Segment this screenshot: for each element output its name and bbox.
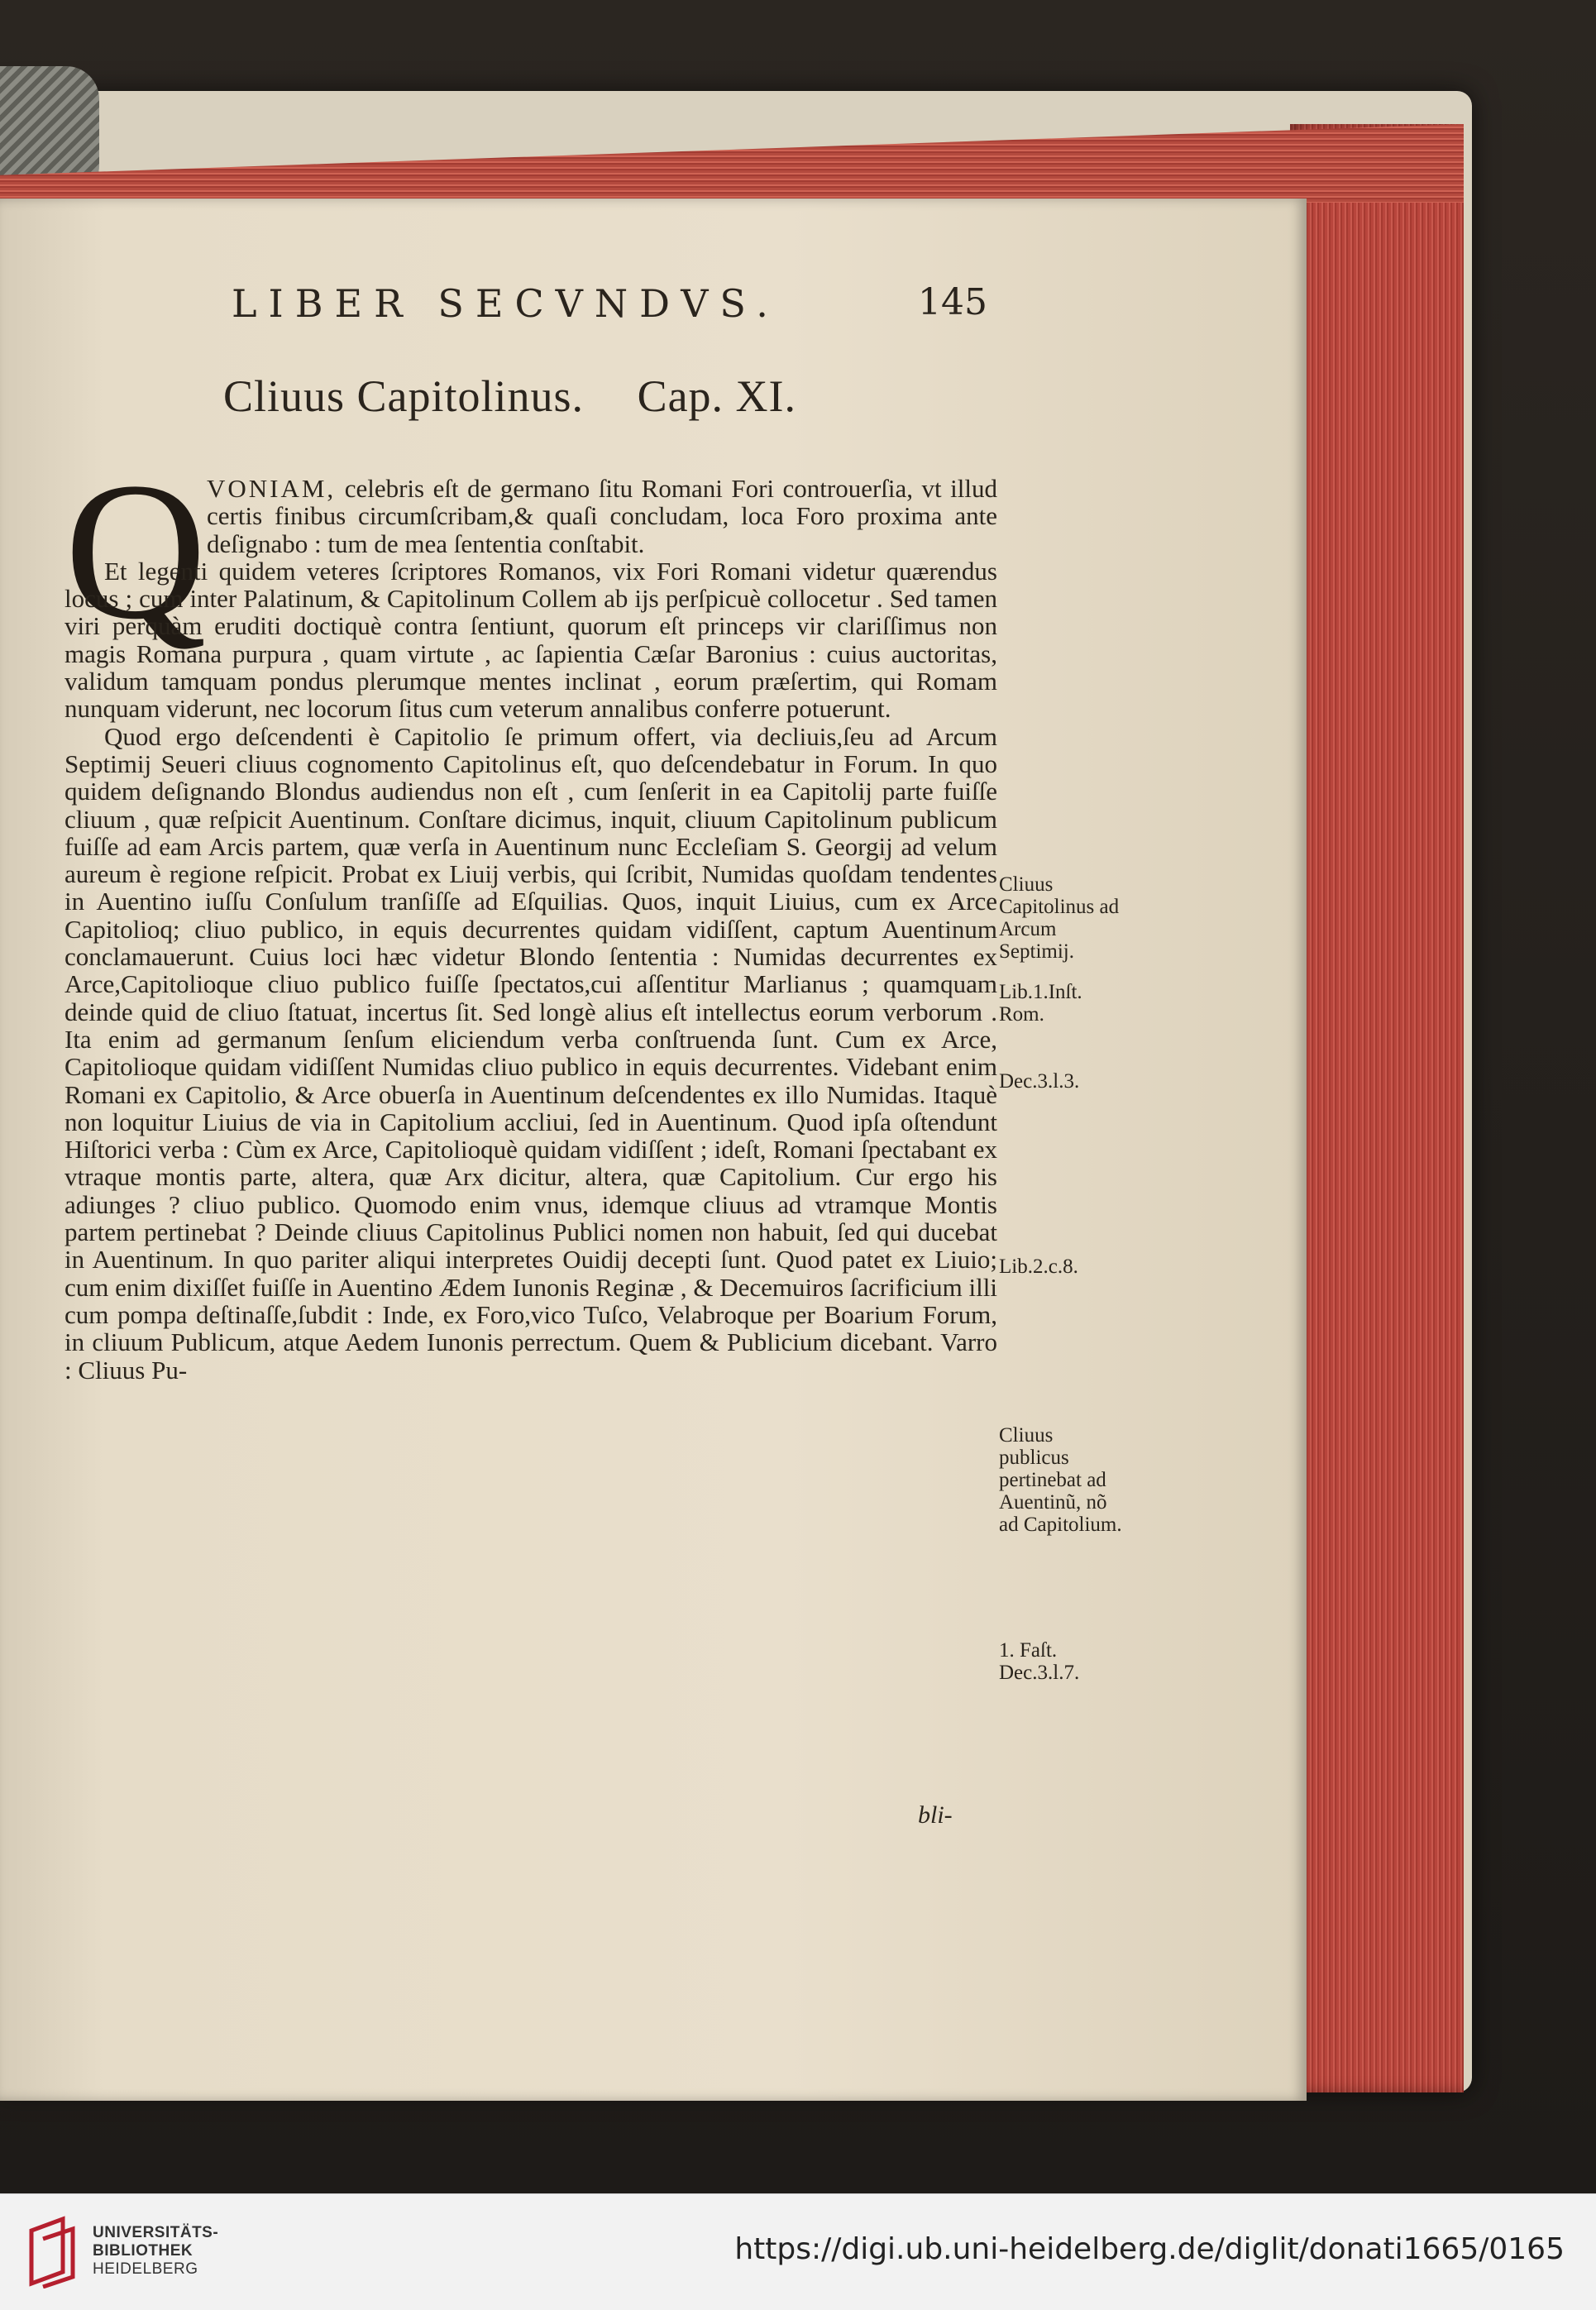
paragraph-2: Et legenti quidem veteres ſcriptores Romanos, vix Fori Romani videtur quærendus locus ; cum inter Palatinum, & Capitolinum Collem ab ijs perſpicuè collocetur . Sed tamen viri perquàm eruditi doctiquè contra ſentiunt, quorum eſt princeps vir clariſſimus non magis Romana purpura , quam virtute , ac ſapientia Cæſar Baronius : cuius auctoritas, validum tamquam pondus plerumque mentes inclinat , eorum præſertim, qui Romam nunquam viderunt, nec locorum ſitus cum veterum annalibus conferre potuerunt. [65,556,997,724]
institution-line-1: UNIVERSITÄTS- [93,2224,219,2241]
drop-cap: Q [65,442,207,660]
running-head: LIBER SECVNDVS. [232,281,780,326]
chapter-title: Cliuus Capitolinus. [223,371,585,421]
marginal-note-dec3-l3: Dec.3.l.3. [999,1070,1080,1093]
university-library-logo-icon[interactable] [25,2214,83,2288]
institution-line-3: HEIDELBERG [93,2260,198,2278]
institution-line-2: BIBLIOTHEK [93,2242,194,2260]
paragraph-3: Quod ergo deſcendenti è Capitolio ſe primum offert, via decliuis,ſeu ad Arcum Septimij Seueri cliuus cognomento Capitolinus eſt, quo deſcendebatur in Forum. In quo quidem deſignando Blondus audiendus non eſt , cum ſenſerit in ea Capitolij parte fuiſſe cliuum , quæ reſpicit Auentinum. Conſtare dicimus, inquit, cliuum Capitolinum publicum fuiſſe ad eam Arcis partem, quæ verſa in Auentinum nunc Eccleſiam S. Georgij ad velum aureum è regione reſpicit. Probat ex Liuij verbis, qui ſcribit, Numidas quoſdam tendentes in Auentino iuſſu Conſulum tranſiſſe ad Eſquilias. Quos, inquit Liuius, cum ex Arce Capitolioq; cliuo publico, in equis decurrentes quidam vidiſſent, captum Auentinum conclamauerunt. Cuius loci hæc videtur Blondo ſententia : Numidas decurrentes ex Arce,Capitolioque cliuo publico fuiſſe ſpectatos,cui aſſentitur Marlianus ; quamquam deinde quid de cliuo ſtatuat, incertus ſit. Sed longè alius eſt intellectus eorum verborum . Ita enim ad germanum ſenſum eliciendum verba conſtruenda ſunt. Cum ex Arce, Capitolioque quidam vidiſſent Numidas cliuo publico in equis decurrentes. Videbant enim Romani ex Capitolio, & Arce obuerſa in Auentinum deſcendentes ex illo Numidas. Itaquè non loquitur Liuius de via in Capitolium accliui, ſed in Auentinum. Quod ipſa oſtendunt Hiſtorici verba : Cùm ex Arce, Capitolioquè quidam vidiſſent ; ideſt, Romani ſpectabant ex vtraque montis parte, altera, quæ Arx dicitur, altera, quæ Capitolium. Cur ergo his adiunges ? cliuo publico. Quomodo enim vnus, idemque cliuus ad vtramque Montis partem pertinebat ? Deinde cliuus Capitolinus Publici nomen non habuit, ſed qui ducebat in Auentinum. In quo pariter aliqui interpretes Ouidij decepti ſunt. Quod patet ex Liuio; cum enim dixiſſet fuiſſe in Auentino Ædem Iunonis Reginæ , & Decemuiros ſacrificium illi cum pompa deſtinaſſe,ſubdit : Inde, ex Foro,vico Tuſco, Velabroque per Boarium Forum, in cliuum Publicum, atque Aedem Iunonis perrectum. Quem & Publicium dicebant. Varro : Cliuus Pu- [65,721,997,1385]
body-text [65,475,997,1384]
chapter-heading [223,371,968,422]
opening-word: VONIAM, [207,474,337,503]
permalink-url[interactable]: https://digi.ub.uni-heidelberg.de/diglit/donati1665/0165 [734,2232,1565,2266]
marginal-note-lib2: Lib.2.c.8. [999,1255,1078,1278]
marginal-note-cliuus-publicus: Cliuus publicus pertinebat ad Auentinũ, nõ ad Capitolium. [999,1424,1122,1536]
institution-name[interactable] [93,2224,218,2279]
marginal-note-lib1: Lib.1.Inſt. Rom. [999,981,1082,1026]
marginal-note-fast: 1. Faſt. Dec.3.l.7. [999,1639,1080,1684]
viewer-footer [0,2193,1596,2310]
marginal-note-cliuus-capitolinus: Cliuus Capitolinus ad Arcum Septimij. [999,873,1120,963]
paragraph-1 [65,475,997,557]
page-number: 145 [918,281,987,323]
chapter-number: Cap. XI. [637,371,797,421]
catchword: bli- [918,1801,953,1829]
paragraph-1-text: celebris eſt de germano ſitu Romani Fori controuerſia, vt illud certis finibus circumſcribam,& quaſi concludam, loca Foro proxima ante deſignabo : tum de mea ſententia conſtabit. [207,474,997,558]
page-fore-edge [1290,124,1464,2092]
